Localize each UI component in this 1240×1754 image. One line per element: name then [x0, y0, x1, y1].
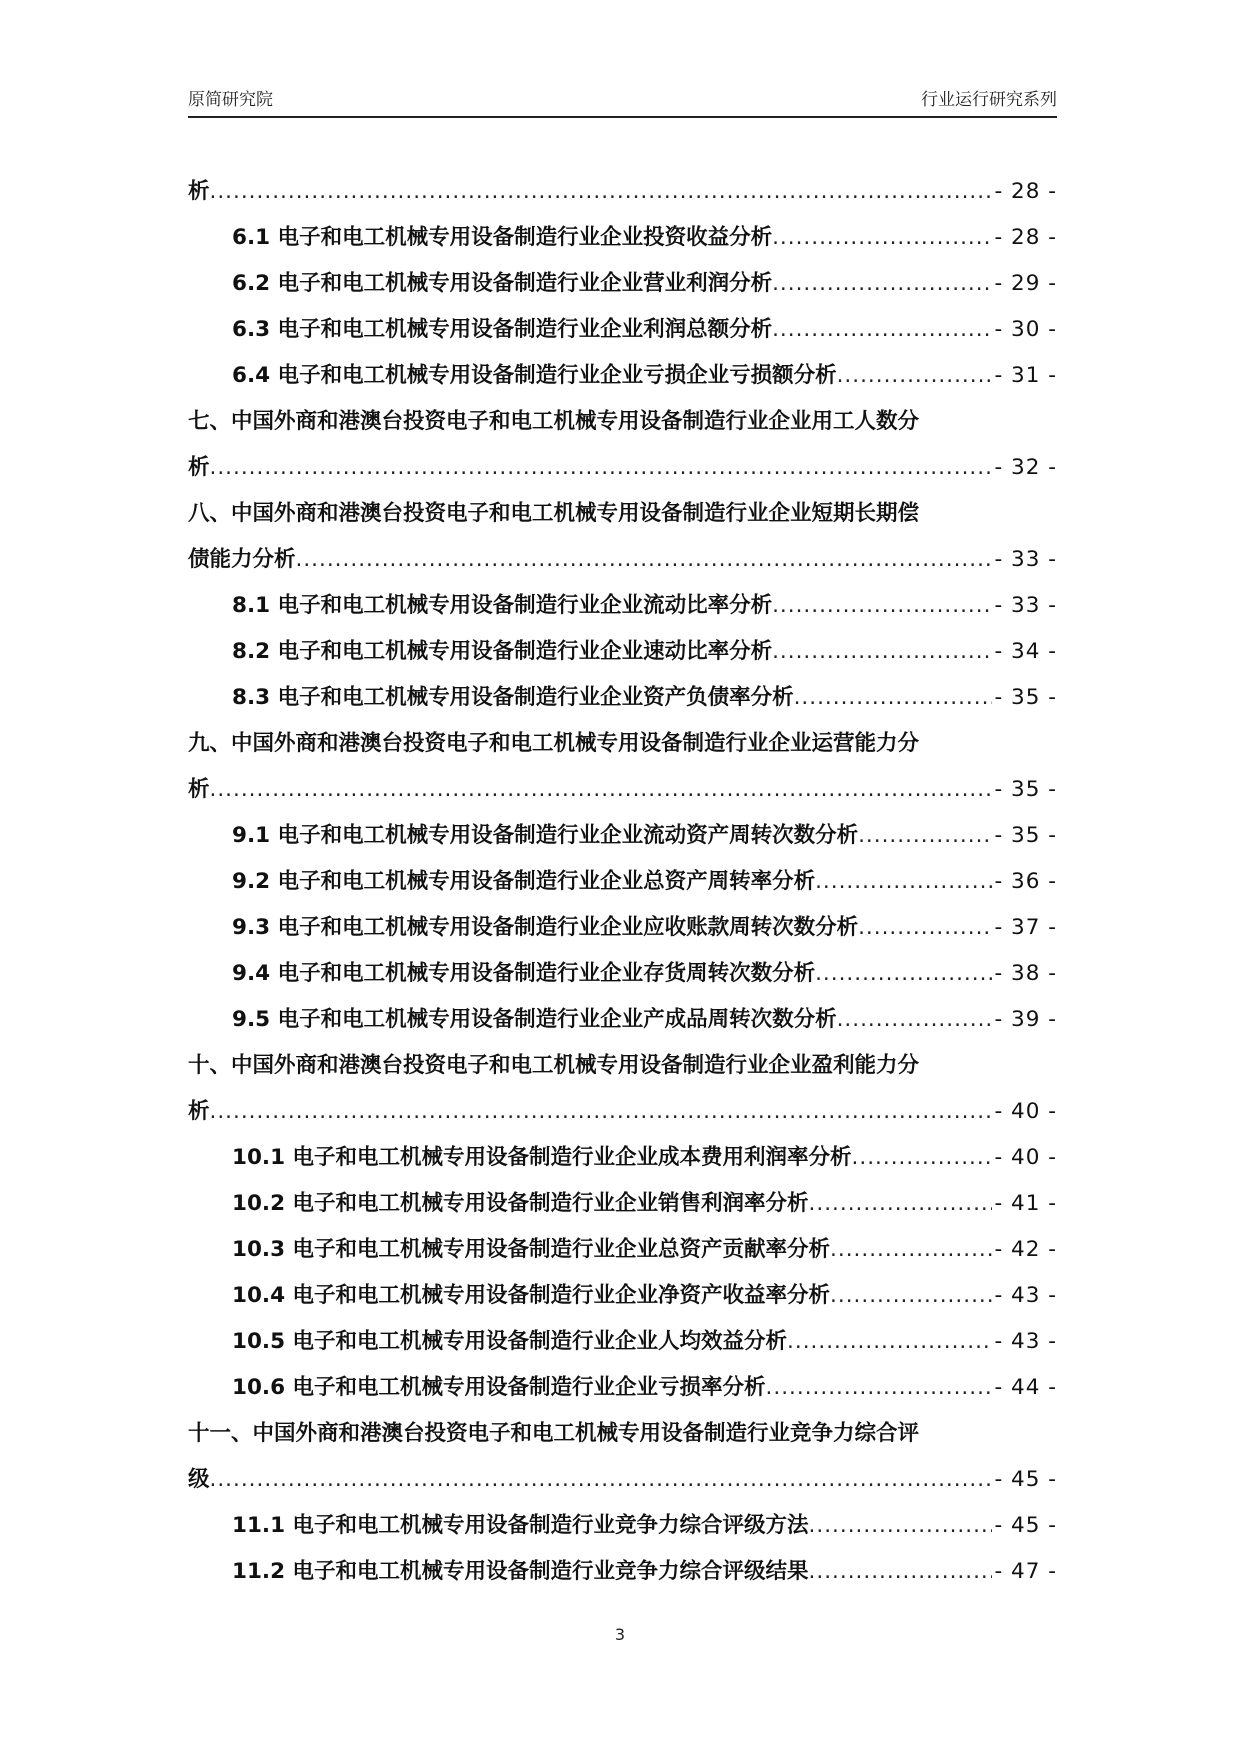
toc-dot-leader: [296, 537, 993, 583]
toc-heading-line: [188, 399, 1057, 445]
toc-page-number: - 34 -: [994, 639, 1057, 664]
toc-dot-leader: [210, 767, 993, 813]
toc-entry-title: 9.1 电子和电工机械专用设备制造行业企业流动资产周转次数分析: [232, 823, 859, 848]
toc-heading-line: [188, 491, 1057, 537]
toc-page-number: - 39 -: [994, 1007, 1057, 1032]
toc-entry-title: 9.2 电子和电工机械专用设备制造行业企业总资产周转率分析: [232, 869, 816, 894]
toc-entry-title: 6.2 电子和电工机械专用设备制造行业企业营业利润分析: [232, 271, 773, 296]
toc-entry-title: 10.1 电子和电工机械专用设备制造行业企业成本费用利润率分析: [232, 1145, 852, 1170]
toc-dot-leader: [210, 1457, 993, 1503]
toc-dot-leader: [809, 1503, 993, 1549]
toc-entry[interactable]: [188, 169, 1057, 215]
toc-entry-title: 8.2 电子和电工机械专用设备制造行业企业速动比率分析: [232, 639, 773, 664]
toc-entry-title: 十一、中国外商和港澳台投资电子和电工机械专用设备制造行业竞争力综合评: [188, 1421, 920, 1446]
toc-entry[interactable]: [188, 1089, 1057, 1135]
toc-entry-title: 析: [188, 1099, 210, 1124]
toc-entry-title: 10.3 电子和电工机械专用设备制造行业企业总资产贡献率分析: [232, 1237, 831, 1262]
toc-dot-leader: [830, 1273, 992, 1319]
toc-entry[interactable]: [188, 215, 1057, 261]
toc-entry[interactable]: [188, 583, 1057, 629]
toc-entry-title: 6.1 电子和电工机械专用设备制造行业企业投资收益分析: [232, 225, 773, 250]
toc-entry-title: 9.4 电子和电工机械专用设备制造行业企业存货周转次数分析: [232, 961, 816, 986]
toc-page-number: - 47 -: [994, 1559, 1057, 1584]
toc-entry-title: 十、中国外商和港澳台投资电子和电工机械专用设备制造行业企业盈利能力分: [188, 1053, 920, 1078]
toc-page-number: - 44 -: [994, 1375, 1057, 1400]
toc-dot-leader: [837, 353, 993, 399]
toc-entry[interactable]: [188, 1503, 1057, 1549]
toc-dot-leader: [772, 583, 992, 629]
toc-page-number: - 28 -: [994, 225, 1057, 250]
toc-entry-title: 8.1 电子和电工机械专用设备制造行业企业流动比率分析: [232, 593, 773, 618]
toc-entry-title: 级: [188, 1467, 210, 1492]
toc-dot-leader: [210, 1089, 993, 1135]
toc-dot-leader: [210, 169, 993, 215]
toc-entry[interactable]: [188, 997, 1057, 1043]
toc-entry-title: 八、中国外商和港澳台投资电子和电工机械专用设备制造行业企业短期长期偿: [188, 501, 920, 526]
toc-page-number: - 29 -: [994, 271, 1057, 296]
toc-entry[interactable]: [188, 951, 1057, 997]
toc-dot-leader: [772, 261, 992, 307]
toc-page-number: - 28 -: [994, 179, 1057, 204]
toc-page-number: - 38 -: [994, 961, 1057, 986]
toc-page-number: - 35 -: [994, 823, 1057, 848]
toc-entry[interactable]: [188, 1549, 1057, 1595]
toc-dot-leader: [815, 859, 992, 905]
toc-entry-title: 析: [188, 455, 210, 480]
table-of-contents: [188, 169, 1057, 1595]
toc-dot-leader: [852, 1135, 993, 1181]
toc-page-number: - 32 -: [994, 455, 1057, 480]
toc-page-number: - 42 -: [994, 1237, 1057, 1262]
toc-entry-title: 6.3 电子和电工机械专用设备制造行业企业利润总额分析: [232, 317, 773, 342]
toc-entry-title: 析: [188, 179, 210, 204]
toc-entry[interactable]: [188, 1135, 1057, 1181]
toc-entry-title: 10.4 电子和电工机械专用设备制造行业企业净资产收益率分析: [232, 1283, 831, 1308]
toc-dot-leader: [787, 1319, 992, 1365]
toc-page-number: - 31 -: [994, 363, 1057, 388]
toc-entry[interactable]: [188, 767, 1057, 813]
toc-page-number: - 35 -: [994, 777, 1057, 802]
toc-entry-title: 七、中国外商和港澳台投资电子和电工机械专用设备制造行业企业用工人数分: [188, 409, 920, 434]
toc-page-number: - 45 -: [994, 1467, 1057, 1492]
toc-entry[interactable]: [188, 859, 1057, 905]
toc-entry[interactable]: [188, 1365, 1057, 1411]
toc-page-number: - 30 -: [994, 317, 1057, 342]
toc-entry[interactable]: [188, 1181, 1057, 1227]
toc-entry[interactable]: [188, 1227, 1057, 1273]
toc-entry[interactable]: [188, 445, 1057, 491]
toc-page-number: - 41 -: [994, 1191, 1057, 1216]
toc-entry[interactable]: [188, 1457, 1057, 1503]
toc-page-number: - 37 -: [994, 915, 1057, 940]
toc-entry-title: 9.5 电子和电工机械专用设备制造行业企业产成品周转次数分析: [232, 1007, 837, 1032]
toc-heading-line: [188, 1411, 1057, 1457]
toc-entry-title: 九、中国外商和港澳台投资电子和电工机械专用设备制造行业企业运营能力分: [188, 731, 920, 756]
running-header: [188, 88, 1057, 118]
toc-entry-title: 债能力分析: [188, 547, 296, 572]
toc-dot-leader: [772, 215, 992, 261]
toc-page-number: - 43 -: [994, 1283, 1057, 1308]
toc-page-number: - 40 -: [994, 1145, 1057, 1170]
toc-entry[interactable]: [188, 537, 1057, 583]
toc-dot-leader: [809, 1181, 993, 1227]
toc-entry[interactable]: [188, 675, 1057, 721]
toc-dot-leader: [772, 629, 992, 675]
toc-entry-title: 11.2 电子和电工机械专用设备制造行业竞争力综合评级结果: [232, 1559, 809, 1584]
toc-dot-leader: [858, 813, 992, 859]
page-number: 3: [614, 1625, 626, 1644]
toc-entry-title: 10.5 电子和电工机械专用设备制造行业企业人均效益分析: [232, 1329, 788, 1354]
header-series: 行业运行研究系列: [921, 90, 1057, 110]
toc-entry[interactable]: [188, 629, 1057, 675]
toc-entry[interactable]: [188, 1319, 1057, 1365]
toc-entry-title: 6.4 电子和电工机械专用设备制造行业企业亏损企业亏损额分析: [232, 363, 837, 388]
toc-entry[interactable]: [188, 1273, 1057, 1319]
toc-entry-title: 9.3 电子和电工机械专用设备制造行业企业应收账款周转次数分析: [232, 915, 859, 940]
toc-entry[interactable]: [188, 353, 1057, 399]
toc-page-number: - 35 -: [994, 685, 1057, 710]
toc-entry[interactable]: [188, 307, 1057, 353]
toc-entry-title: 析: [188, 777, 210, 802]
toc-page-number: - 45 -: [994, 1513, 1057, 1538]
toc-entry[interactable]: [188, 813, 1057, 859]
toc-entry-title: 10.2 电子和电工机械专用设备制造行业企业销售利润率分析: [232, 1191, 809, 1216]
toc-heading-line: [188, 721, 1057, 767]
header-publisher: 原简研究院: [188, 90, 273, 110]
toc-dot-leader: [830, 1227, 992, 1273]
toc-entry-title: 11.1 电子和电工机械专用设备制造行业竞争力综合评级方法: [232, 1513, 809, 1538]
toc-entry[interactable]: [188, 905, 1057, 951]
toc-dot-leader: [809, 1549, 993, 1595]
toc-dot-leader: [794, 675, 993, 721]
toc-heading-line: [188, 1043, 1057, 1089]
toc-entry-title: 8.3 电子和电工机械专用设备制造行业企业资产负债率分析: [232, 685, 794, 710]
toc-dot-leader: [210, 445, 993, 491]
toc-entry-title: 10.6 电子和电工机械专用设备制造行业企业亏损率分析: [232, 1375, 766, 1400]
toc-dot-leader: [815, 951, 992, 997]
toc-page-number: - 33 -: [994, 547, 1057, 572]
toc-page-number: - 40 -: [994, 1099, 1057, 1124]
toc-dot-leader: [772, 307, 992, 353]
toc-page-number: - 36 -: [994, 869, 1057, 894]
toc-entry[interactable]: [188, 261, 1057, 307]
toc-dot-leader: [837, 997, 993, 1043]
toc-page-number: - 33 -: [994, 593, 1057, 618]
toc-dot-leader: [858, 905, 992, 951]
toc-dot-leader: [766, 1365, 993, 1411]
toc-page-number: - 43 -: [994, 1329, 1057, 1354]
